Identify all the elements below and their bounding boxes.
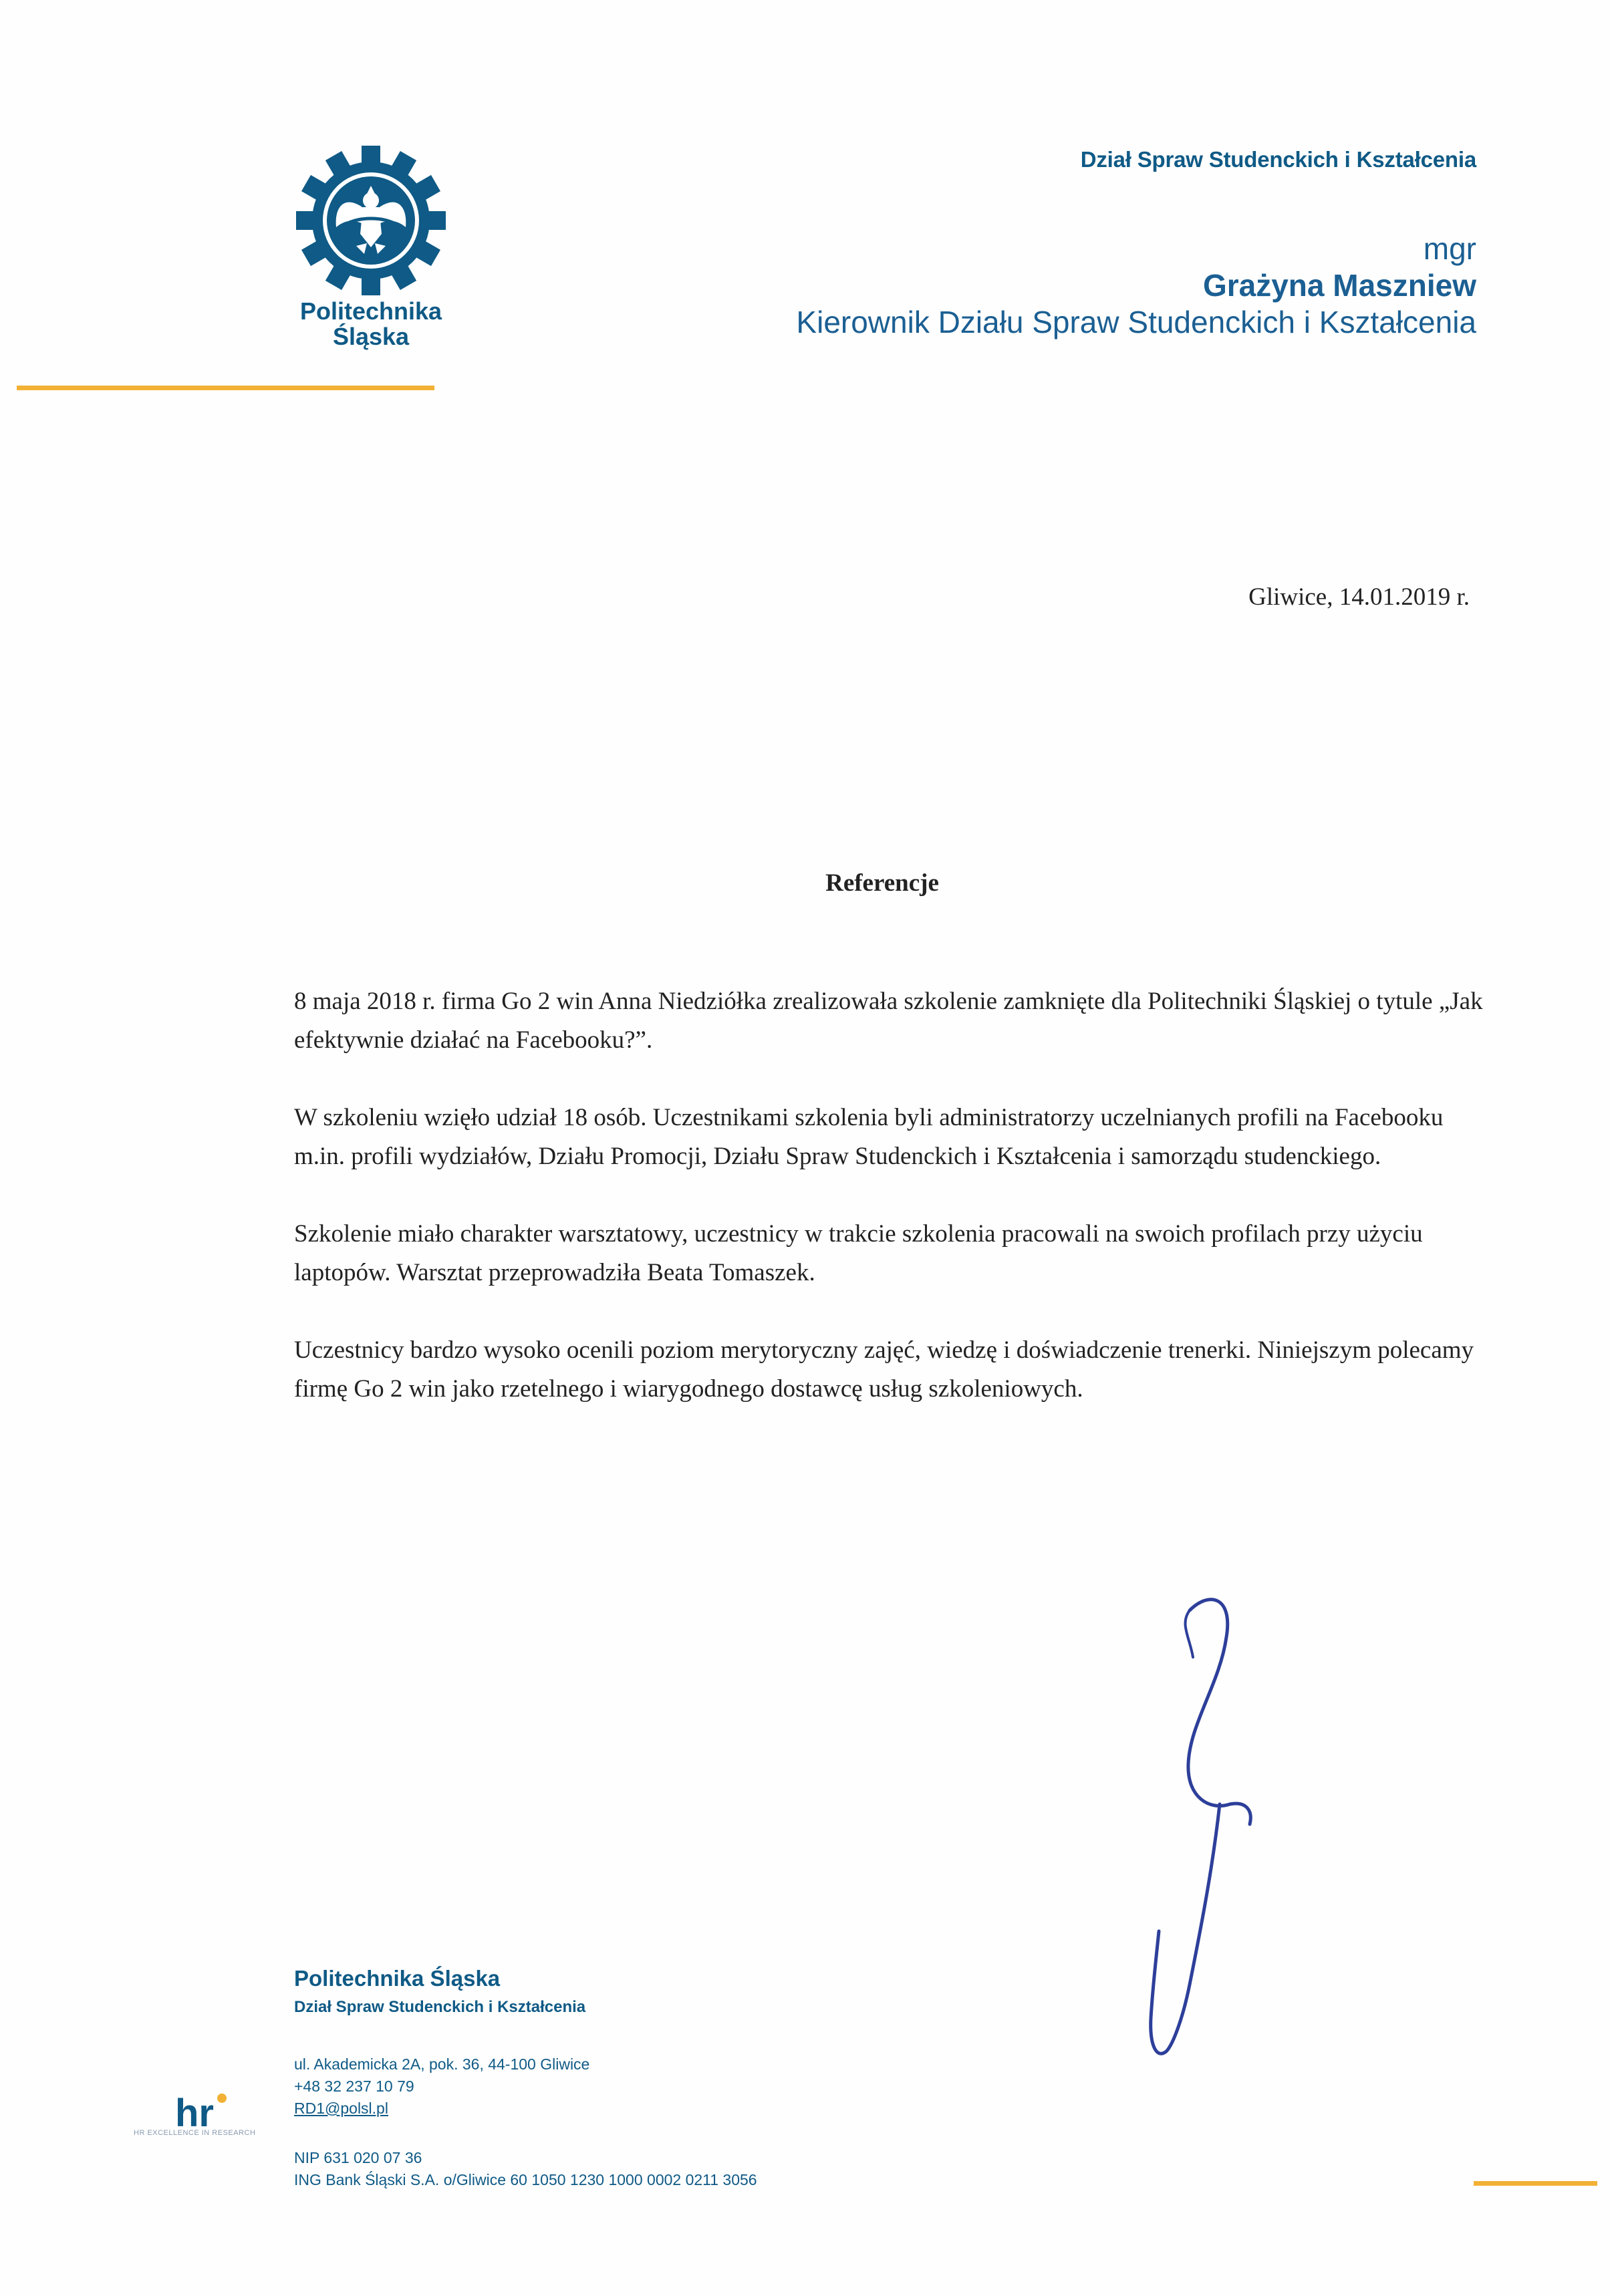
header-name: Grażyna Maszniew bbox=[1202, 268, 1476, 303]
footer-department: Dział Spraw Studenckich i Kształcenia bbox=[294, 1998, 586, 2016]
footer-phone: +48 32 237 10 79 bbox=[294, 2077, 414, 2095]
footer-email-link[interactable]: RD1@polsl.pl bbox=[294, 2100, 388, 2117]
svg-text:hr: hr bbox=[175, 2092, 214, 2132]
logo-line-2: Śląska bbox=[332, 323, 410, 350]
header-title-prefix: mgr bbox=[1423, 231, 1476, 266]
logo-line-1: Politechnika bbox=[299, 297, 442, 325]
footer-address: ul. Akademicka 2A, pok. 36, 44-100 Gliwice bbox=[294, 2055, 590, 2073]
hr-logo-caption: HR EXCELLENCE IN RESEARCH bbox=[134, 2129, 256, 2137]
letter-date: Gliwice, 14.01.2019 r. bbox=[1248, 583, 1470, 611]
paragraph-3: Szkolenie miało charakter warsztatowy, uczestnicy w trakcie szkolenia pracowali na swoich profilach przy użyciu laptopów. Warsztat przeprowadziła Beata Tomaszek. bbox=[294, 1220, 1423, 1286]
university-gear-eagle-emblem-icon bbox=[294, 144, 448, 297]
letter-title: Referencje bbox=[825, 869, 939, 897]
footer-bank: ING Bank Śląski S.A. o/Gliwice 60 1050 1230 1000 0002 0211 3056 bbox=[294, 2171, 757, 2188]
logo-text bbox=[281, 299, 461, 349]
paragraph-2: W szkoleniu wzięło udział 18 osób. Uczestnikami szkolenia byli administratorzy uczelnianych profili na Facebooku m.in. profili wydziałów, Działu Promocji, Działu Spraw Studenckich i Kształcenia i samorządu studenckiego. bbox=[294, 1104, 1444, 1170]
header-department: Dział Spraw Studenckich i Kształcenia bbox=[1080, 147, 1476, 172]
footer-contact bbox=[294, 2053, 589, 2120]
paragraph-4: Uczestnicy bardzo wysoko ocenili poziom merytoryczny zajęć, wiedzę i doświadczenie trenerki. Niniejszym polecamy firmę Go 2 win jako rzetelnego i wiarygodnego dostawcę usług szkoleniowych. bbox=[294, 1336, 1474, 1403]
hr-excellence-logo bbox=[134, 2092, 267, 2158]
footer-org: Politechnika Śląska bbox=[294, 1966, 501, 1991]
footer-bank-info bbox=[294, 2147, 757, 2191]
header-divider bbox=[17, 386, 434, 390]
footer-divider bbox=[1474, 2181, 1597, 2186]
university-logo bbox=[281, 144, 461, 350]
handwritten-signature-icon bbox=[1089, 1584, 1263, 2065]
signature bbox=[1089, 1584, 1263, 2068]
hr-excellence-in-research-logo-icon bbox=[134, 2092, 267, 2132]
header-role: Kierownik Działu Spraw Studenckich i Kształcenia bbox=[796, 305, 1476, 339]
letter-body bbox=[294, 982, 1490, 1447]
footer-nip: NIP 631 020 07 36 bbox=[294, 2149, 422, 2166]
paragraph-1: 8 maja 2018 r. firma Go 2 win Anna Niedziółka zrealizowała szkolenie zamknięte dla Politechniki Śląskiej o tytule „Jak efektywnie działać na Facebooku?”. bbox=[294, 988, 1483, 1054]
